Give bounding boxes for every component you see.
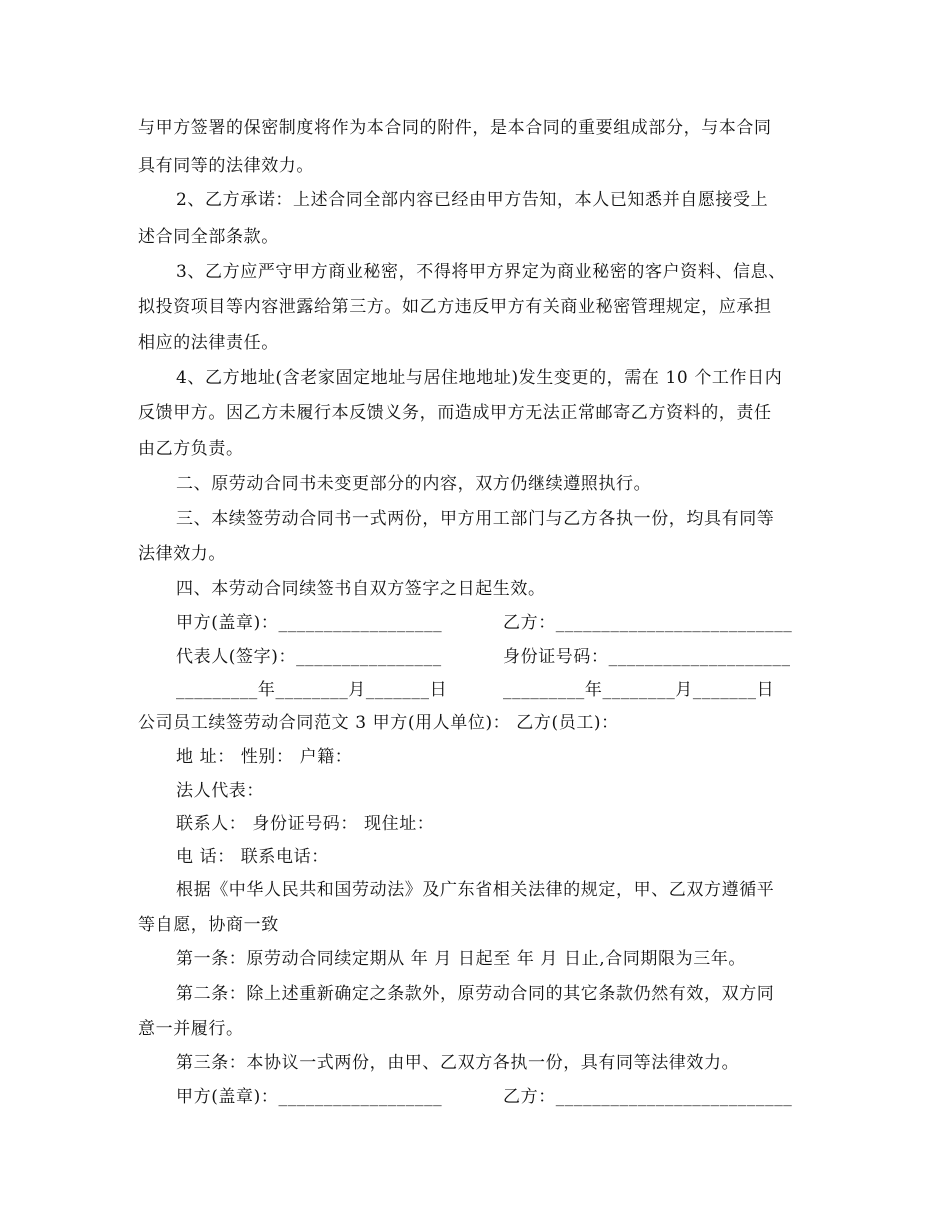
sample-title-line: 公司员工续签劳动合同范文 3 甲方(用人单位)： 乙方(员工)： [138, 713, 619, 733]
paragraph-line: 2、乙方承诺：上述合同全部内容已经由甲方告知，本人已知悉并自愿接受上 [176, 190, 769, 210]
paragraph-line: 反馈甲方。因乙方未履行本反馈义务，而造成甲方无法正常邮寄乙方资料的，责任 [138, 403, 772, 423]
phone-line: 电 话： 联系电话： [176, 847, 329, 867]
representative-sign-line: 代表人(签字)：________________ [176, 647, 442, 667]
address-line: 地 址： 性别： 户籍： [176, 747, 353, 767]
legal-rep-line: 法人代表： [176, 781, 264, 801]
paragraph-line: 具有同等的法律效力。 [138, 156, 314, 176]
party-b-line: 乙方：__________________________ [503, 1087, 793, 1107]
article-1-line: 第一条：原劳动合同续定期从 年 月 日起至 年 月 日止,合同期限为三年。 [176, 949, 747, 969]
article-2-line: 第二条：除上述重新确定之条款外，原劳动合同的其它条款仍然有效，双方同 [176, 984, 775, 1004]
paragraph-line: 二、原劳动合同书未变更部分的内容，双方仍继续遵照执行。 [176, 474, 652, 494]
paragraph-line: 3、乙方应严守甲方商业秘密，不得将甲方界定为商业秘密的客户资料、信息、 [176, 262, 786, 282]
paragraph-line: 法律效力。 [138, 544, 226, 564]
basis-line: 根据《中华人民共和国劳动法》及广东省相关法律的规定，甲、乙双方遵循平 [176, 880, 775, 900]
basis-line: 等自愿，协商一致 [138, 915, 279, 935]
paragraph-line: 4、乙方地址(含老家固定地址与居住地地址)发生变更的，需在 10 个工作日内 [176, 368, 783, 388]
party-a-seal-line: 甲方(盖章)：__________________ [176, 1087, 443, 1107]
article-2-line: 意一并履行。 [138, 1019, 244, 1039]
paragraph-line: 四、本劳动合同续签书自双方签字之日起生效。 [176, 579, 546, 599]
paragraph-line: 三、本续签劳动合同书一式两份，甲方用工部门与乙方各执一份，均具有同等 [176, 509, 775, 529]
contact-line: 联系人： 身份证号码： 现住址： [176, 814, 435, 834]
article-3-line: 第三条：本协议一式两份，由甲、乙双方各执一份，具有同等法律效力。 [176, 1053, 740, 1073]
paragraph-line: 述合同全部条款。 [138, 227, 279, 247]
paragraph-line: 由乙方负责。 [138, 439, 244, 459]
id-number-line: 身份证号码：____________________ [503, 647, 791, 667]
date-line-a: _________年________月_______日 [176, 680, 448, 700]
date-line-b: _________年________月_______日 [503, 680, 775, 700]
paragraph-line: 相应的法律责任。 [138, 333, 279, 353]
party-b-line: 乙方：__________________________ [503, 613, 793, 633]
paragraph-line: 与甲方签署的保密制度将作为本合同的附件，是本合同的重要组成部分，与本合同 [138, 118, 772, 138]
paragraph-line: 拟投资项目等内容泄露给第三方。如乙方违反甲方有关商业秘密管理规定，应承担 [138, 297, 772, 317]
party-a-seal-line: 甲方(盖章)：__________________ [176, 613, 443, 633]
